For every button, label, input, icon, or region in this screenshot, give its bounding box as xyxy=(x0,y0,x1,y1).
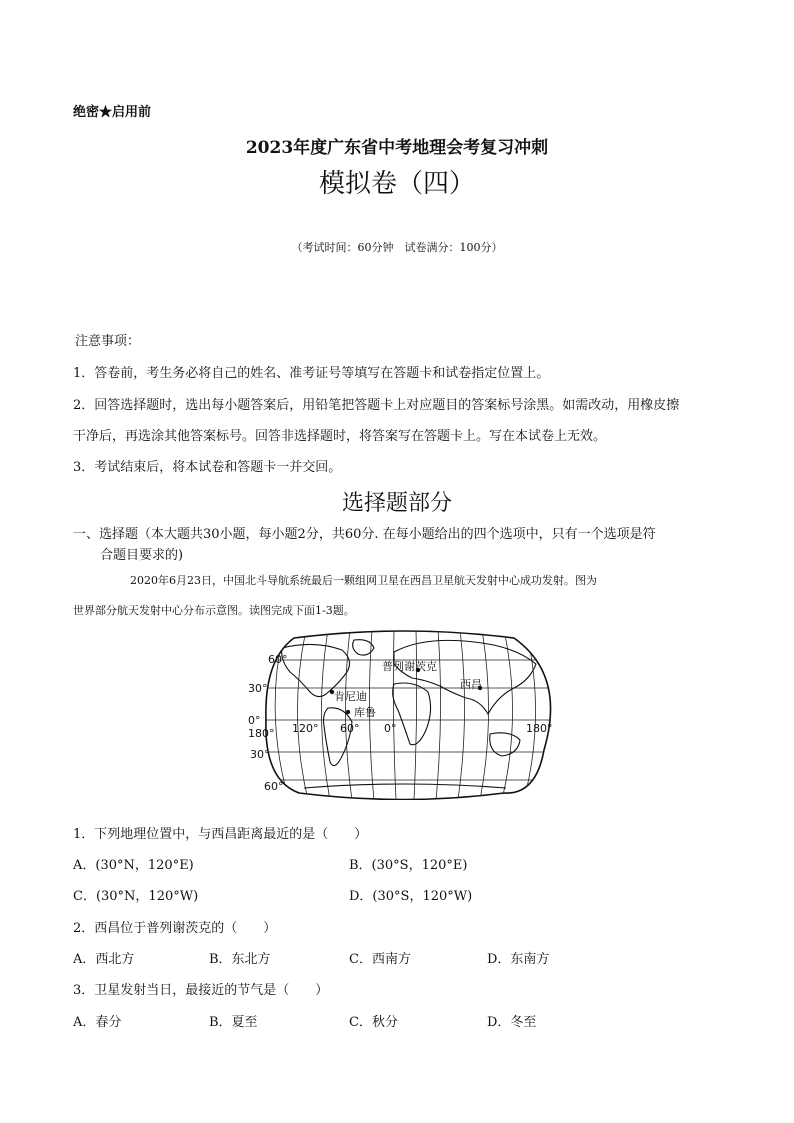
question-3-option-b[interactable]: B．夏至 xyxy=(209,1015,258,1030)
question-1-stem: 1．下列地理位置中，与西昌距离最近的是（ ） xyxy=(73,827,368,842)
place-label-plesetsk: 普列谢茨克 xyxy=(382,660,437,673)
exam-info: （考试时间：60分钟 试卷满分：100分） xyxy=(291,241,503,254)
exam-title: 2023年度广东省中考地理会考复习冲刺 xyxy=(245,138,549,158)
question-2-option-b[interactable]: B．东北方 xyxy=(209,952,271,967)
lon-label: 60° xyxy=(340,722,360,735)
material-paragraph-cont: 世界部分航天发射中心分布示意图。读图完成下面1-3题。 xyxy=(73,604,355,617)
lon-label: 180° xyxy=(248,727,275,740)
notice-item: 干净后，再选涂其他答案标号。回答非选择题时，将答案写在答题卡上。写在本试卷上无效。 xyxy=(73,429,607,444)
notice-item: 2．回答选择题时，选出每小题答案后，用铅笔把答题卡上对应题目的答案标号涂黑。如需改动，用橡皮擦 xyxy=(73,398,680,413)
lat-label: 30° xyxy=(248,682,268,695)
lon-label: 180° xyxy=(526,722,553,735)
question-3-option-d[interactable]: D．冬至 xyxy=(487,1015,537,1030)
section-intro-cont: 合题目要求的) xyxy=(100,548,184,563)
question-3-stem: 3．卫星发射当日，最接近的节气是（ ） xyxy=(73,983,329,998)
exam-subtitle: 模拟卷（四） xyxy=(318,169,475,199)
lat-label: 0° xyxy=(248,714,261,727)
question-3-option-c[interactable]: C．秋分 xyxy=(349,1015,398,1030)
section-title: 选择题部分 xyxy=(341,491,452,516)
place-label-kourou: 库鲁 xyxy=(354,706,376,719)
lat-label: 60° xyxy=(264,780,284,793)
lon-label: 120° xyxy=(292,722,319,735)
question-2-option-d[interactable]: D．东南方 xyxy=(487,952,550,967)
question-2-stem: 2．西昌位于普列谢茨克的（ ） xyxy=(73,921,277,936)
notice-heading: 注意事项： xyxy=(75,334,141,349)
question-1-option-c[interactable]: C．(30°N，120°W) xyxy=(73,889,199,904)
lat-label: 30° xyxy=(250,748,270,761)
lon-label: 0° xyxy=(384,722,397,735)
question-2-option-a[interactable]: A．西北方 xyxy=(73,952,135,967)
question-1-option-a[interactable]: A．(30°N，120°E) xyxy=(73,858,194,873)
question-1-option-d[interactable]: D．(30°S，120°W) xyxy=(349,889,473,904)
place-label-xichang: 西昌 xyxy=(460,678,482,691)
notice-item: 3．考试结束后，将本试卷和答题卡一并交回。 xyxy=(73,460,342,475)
world-map-figure xyxy=(244,630,564,800)
secret-label: 绝密★启用前 xyxy=(73,105,152,120)
section-intro: 一、选择题（本大题共30小题，每小题2分，共60分. 在每小题给出的四个选项中，只有一个选项是符 xyxy=(73,527,656,542)
question-2-option-c[interactable]: C．西南方 xyxy=(349,952,411,967)
question-3-option-a[interactable]: A．春分 xyxy=(73,1015,122,1030)
lat-label: 60° xyxy=(268,653,288,666)
question-1-option-b[interactable]: B．(30°S，120°E) xyxy=(349,858,468,873)
notice-item: 1．答卷前，考生务必将自己的姓名、准考证号等填写在答题卡和试卷指定位置上。 xyxy=(73,366,550,381)
place-label-kennedy: 肯尼迪 xyxy=(334,690,367,703)
material-paragraph: 2020年6月23日，中国北斗导航系统最后一颗组网卫星在西昌卫星航天发射中心成功发射。图为 xyxy=(130,574,597,587)
